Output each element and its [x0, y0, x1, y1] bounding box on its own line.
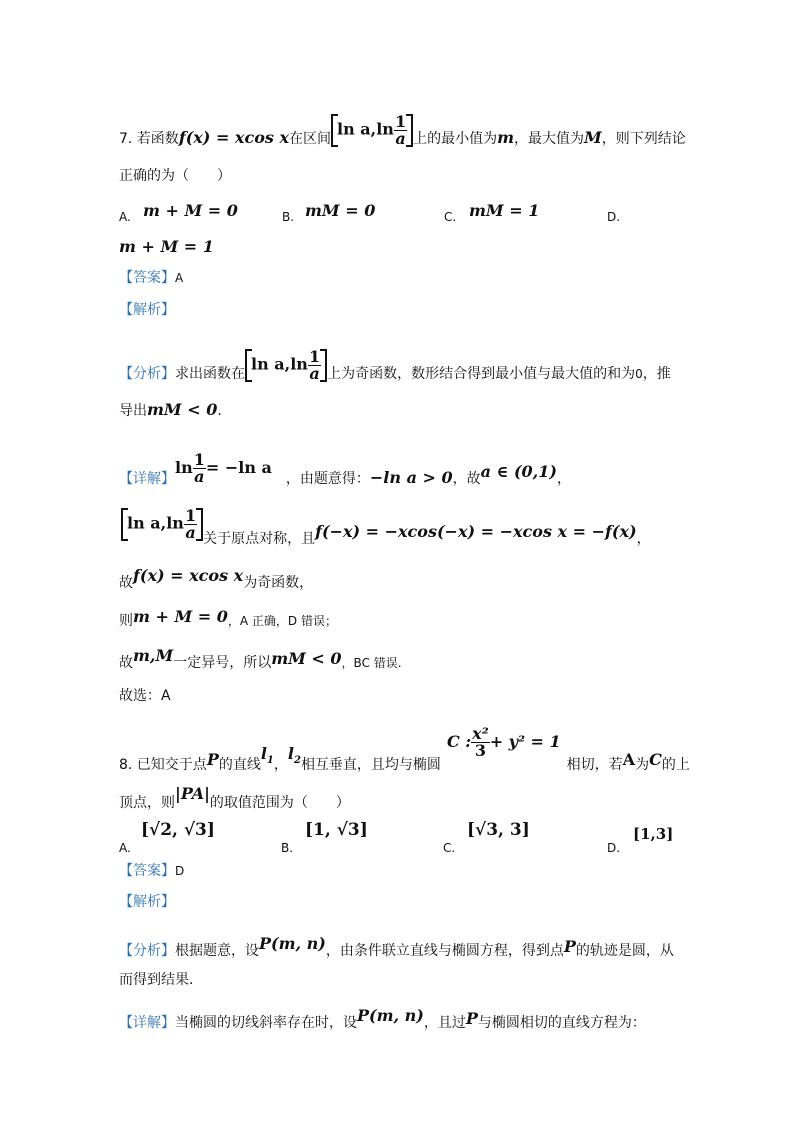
q8-text1: 的直线: [218, 757, 261, 773]
q8-ellipse-den: 3: [474, 741, 486, 760]
q7-fenxi-zero: 0: [635, 367, 643, 381]
q7-xj-expr2: −ln a > 0: [369, 468, 453, 487]
q7-option-d-line: [119, 237, 684, 258]
q7-xj-sym-text: 关于原点对称，且: [203, 531, 316, 547]
q8-option-c-label: C.: [443, 841, 456, 855]
q8-text4: 相切，若: [566, 757, 623, 773]
q8-option-b: [1, √3]: [305, 820, 368, 840]
q8-fenxi-text-b: ，由条件联立直线与椭圆方程，得到点: [325, 943, 564, 959]
q8-l2-letter: l: [287, 744, 294, 763]
q7-xj-then-b: ，A 正确，D 错误；: [227, 614, 337, 628]
q8-var-C: C: [649, 750, 662, 769]
q8-ellipse: [447, 726, 561, 759]
q7-xj-sign-expr: m,M: [133, 646, 174, 665]
frac-num: 1: [193, 450, 205, 469]
q7-option-a-label: A.: [119, 210, 131, 224]
q8-ellipse-frac: [471, 726, 490, 759]
q7-fenxi-interval-left: ln a,ln: [251, 354, 308, 373]
q7-xiangjie-line2: [119, 505, 684, 549]
q8-text6: 的上: [661, 757, 690, 773]
q7-xiangjie-line5: [119, 646, 684, 673]
q7-xj-text3: ，: [556, 471, 571, 487]
q7-xj-ln: ln: [175, 458, 193, 477]
q8-text2: ，: [273, 757, 288, 773]
q7-interval: [331, 111, 413, 148]
q7-fenxi-interval: [245, 346, 327, 383]
q7-function: f(x) = xcos x: [178, 128, 289, 147]
q7-xj-then-expr: m + M = 0: [133, 607, 228, 626]
q7-fenxi-text-d: 导出: [119, 403, 147, 419]
q8-line2b: 的取值范围为（ ）: [209, 795, 350, 811]
q8-l1-sub: 1: [266, 755, 274, 767]
q7-text-max: ，最大值为: [514, 131, 585, 147]
q7-var-m: m: [497, 128, 515, 147]
q7-fenxi-text-a: 求出函数在: [175, 366, 245, 382]
q8-ellipse-num: x²: [472, 724, 489, 743]
frac-den: a: [194, 467, 205, 486]
q8-line2a: 顶点，则: [119, 795, 175, 811]
q8-answer-tag: 【答案】: [119, 863, 175, 879]
q7-text-min: 上的最小值为: [413, 131, 498, 147]
q7-fenxi-period: .: [217, 403, 222, 419]
q8-xj-P2: P: [465, 1009, 478, 1028]
q7-xj-sign-c: ，BC 错误.: [341, 656, 402, 670]
q7-stem-line2: 正确的为（ ）: [119, 168, 231, 184]
q7-fenxi-line1: [119, 346, 684, 384]
q8-fenxi-text-c: 的轨迹是圆，从: [575, 943, 674, 959]
q8-l1-letter: l: [260, 744, 267, 763]
q8-answer-line: [119, 861, 684, 881]
q8-l1: [260, 744, 274, 767]
q7-fenxi-fraction: [308, 346, 321, 383]
q7-xj-then-a: 则: [119, 613, 133, 629]
q8-xiangjie-label: 【详解】: [119, 1015, 175, 1031]
frac-den: a: [395, 128, 406, 148]
q7-option-b-label: B.: [282, 210, 295, 224]
q7-xj-interval-fraction: [184, 505, 197, 542]
q8-fenxi-text-a: 根据题意，设: [175, 943, 259, 959]
q7-xj-sym-end: ，: [636, 531, 651, 547]
q7-answer-line: [119, 268, 684, 288]
q8-option-d: [1,3]: [633, 825, 674, 843]
q8-analysis-label: 【解析】: [119, 894, 175, 910]
frac-num: 1: [184, 505, 197, 525]
q8-option-a: [√2, √3]: [141, 820, 215, 840]
q8-PA: |PA|: [175, 784, 210, 803]
q8-analysis-tag: [119, 892, 684, 912]
q7-answer-tag: 【答案】: [119, 270, 175, 286]
q8-ellipse-C: C :: [446, 732, 472, 751]
q8-option-b-label: B.: [281, 841, 294, 855]
q7-fenxi-line2: [119, 400, 684, 421]
q8-fenxi-line2: 而得到结果.: [119, 972, 194, 988]
q7-choose: 故选：A: [119, 688, 171, 704]
q7-xj-odd-b: 为奇函数，: [243, 575, 314, 591]
q8-stem-line1: [119, 724, 690, 781]
q8-xj-text-b: ，且过: [423, 1015, 466, 1031]
q7-fenxi-text-c: ，推: [642, 366, 671, 382]
q7-interval-left: ln a,ln: [337, 119, 394, 138]
q7-xiangjie-label: 【详解】: [119, 471, 175, 487]
q8-fenxi-line1: [119, 934, 684, 961]
q7-xj-interval-left: ln a,ln: [127, 513, 184, 532]
q8-xj-text-a: 当椭圆的切线斜率存在时，设: [175, 1015, 357, 1031]
q7-fenxi-label: 【分析】: [119, 366, 175, 382]
frac-den: a: [185, 522, 196, 542]
q8-option-c: [√3, 3]: [467, 820, 530, 840]
q7-xj-eq: = −ln a: [205, 458, 272, 477]
q7-option-c-label: C.: [444, 210, 457, 224]
frac-num: 1: [308, 346, 321, 366]
q7-fenxi-expr: mM < 0: [147, 400, 218, 419]
q7-answer-value: A: [175, 271, 184, 285]
q8-xiangjie-line1: [119, 1006, 684, 1033]
frac-den: a: [309, 363, 320, 383]
q8-option-a-label: A.: [119, 841, 131, 855]
q7-xj-text2: ，故: [452, 471, 481, 487]
q7-option-c: mM = 1: [469, 201, 540, 220]
q8-var-P: P: [206, 750, 219, 769]
q7-xiangjie-line1: [119, 450, 684, 495]
q8-l2: [287, 744, 301, 767]
q7-xiangjie-line3: [119, 566, 684, 593]
q7-number-text: 7. 若函数: [119, 131, 179, 147]
q8-xj-text-c: 与椭圆相切的直线方程为：: [477, 1015, 646, 1031]
q7-xj-expr1: [175, 450, 272, 486]
q8-fenxi-label: 【分析】: [119, 943, 175, 959]
q7-xj-odd-expr: f(x) = xcos x: [133, 566, 244, 585]
q7-xj-sign-expr2: mM < 0: [271, 649, 342, 668]
q7-xj-sym-expr: f(−x) = −xcos(−x) = −xcos x = −f(x): [315, 522, 637, 541]
q7-stem-line1: [119, 111, 686, 149]
q8-text5: 为: [635, 757, 650, 773]
q8-option-d-label: D.: [607, 841, 621, 855]
q8-l2-sub: 2: [293, 755, 301, 767]
q7-xj-text1: ，由题意得：: [285, 471, 370, 487]
q7-analysis-label: 【解析】: [119, 302, 175, 318]
q8-ellipse-rest: + y² = 1: [489, 732, 561, 751]
q7-xj-expr3: a ∈ (0,1): [480, 462, 557, 481]
q8-stem-line2: [119, 784, 684, 813]
q7-xj-odd-a: 故: [119, 575, 133, 591]
q7-fenxi-text-b: 上为奇函数，数形结合得到最小值与最大值的和为: [327, 366, 636, 382]
q7-text-interval: 在区间: [289, 131, 331, 147]
q7-xj-interval: [121, 505, 203, 542]
q7-analysis-tag: [119, 300, 684, 320]
q8-xj-P: P(m, n): [357, 1006, 424, 1025]
q8-fenxi-P2: P: [563, 937, 576, 956]
q7-option-b: mM = 0: [305, 201, 376, 220]
q8-answer-value: D: [175, 864, 185, 878]
q7-text-tail: ，则下列结论: [601, 131, 686, 147]
q7-xj-fraction: [193, 452, 206, 485]
q7-var-M: M: [584, 128, 602, 147]
q7-option-d: m + M = 1: [119, 237, 214, 256]
q7-option-d-label: D.: [607, 210, 621, 224]
q7-xj-sign-a: 故: [119, 655, 133, 671]
frac-num: 1: [394, 111, 407, 131]
q7-xj-sign-b: 一定异号，所以: [173, 655, 272, 671]
q8-var-A: A: [622, 750, 636, 769]
q7-xiangjie-line4: [119, 607, 684, 631]
q8-fenxi-P: P(m, n): [259, 934, 326, 953]
q8-text3: 相互垂直，且均与椭圆: [300, 757, 441, 773]
q8-number-text: 8. 已知交于点: [119, 757, 207, 773]
q7-option-a: m + M = 0: [143, 201, 238, 220]
q7-interval-fraction: [394, 111, 407, 148]
